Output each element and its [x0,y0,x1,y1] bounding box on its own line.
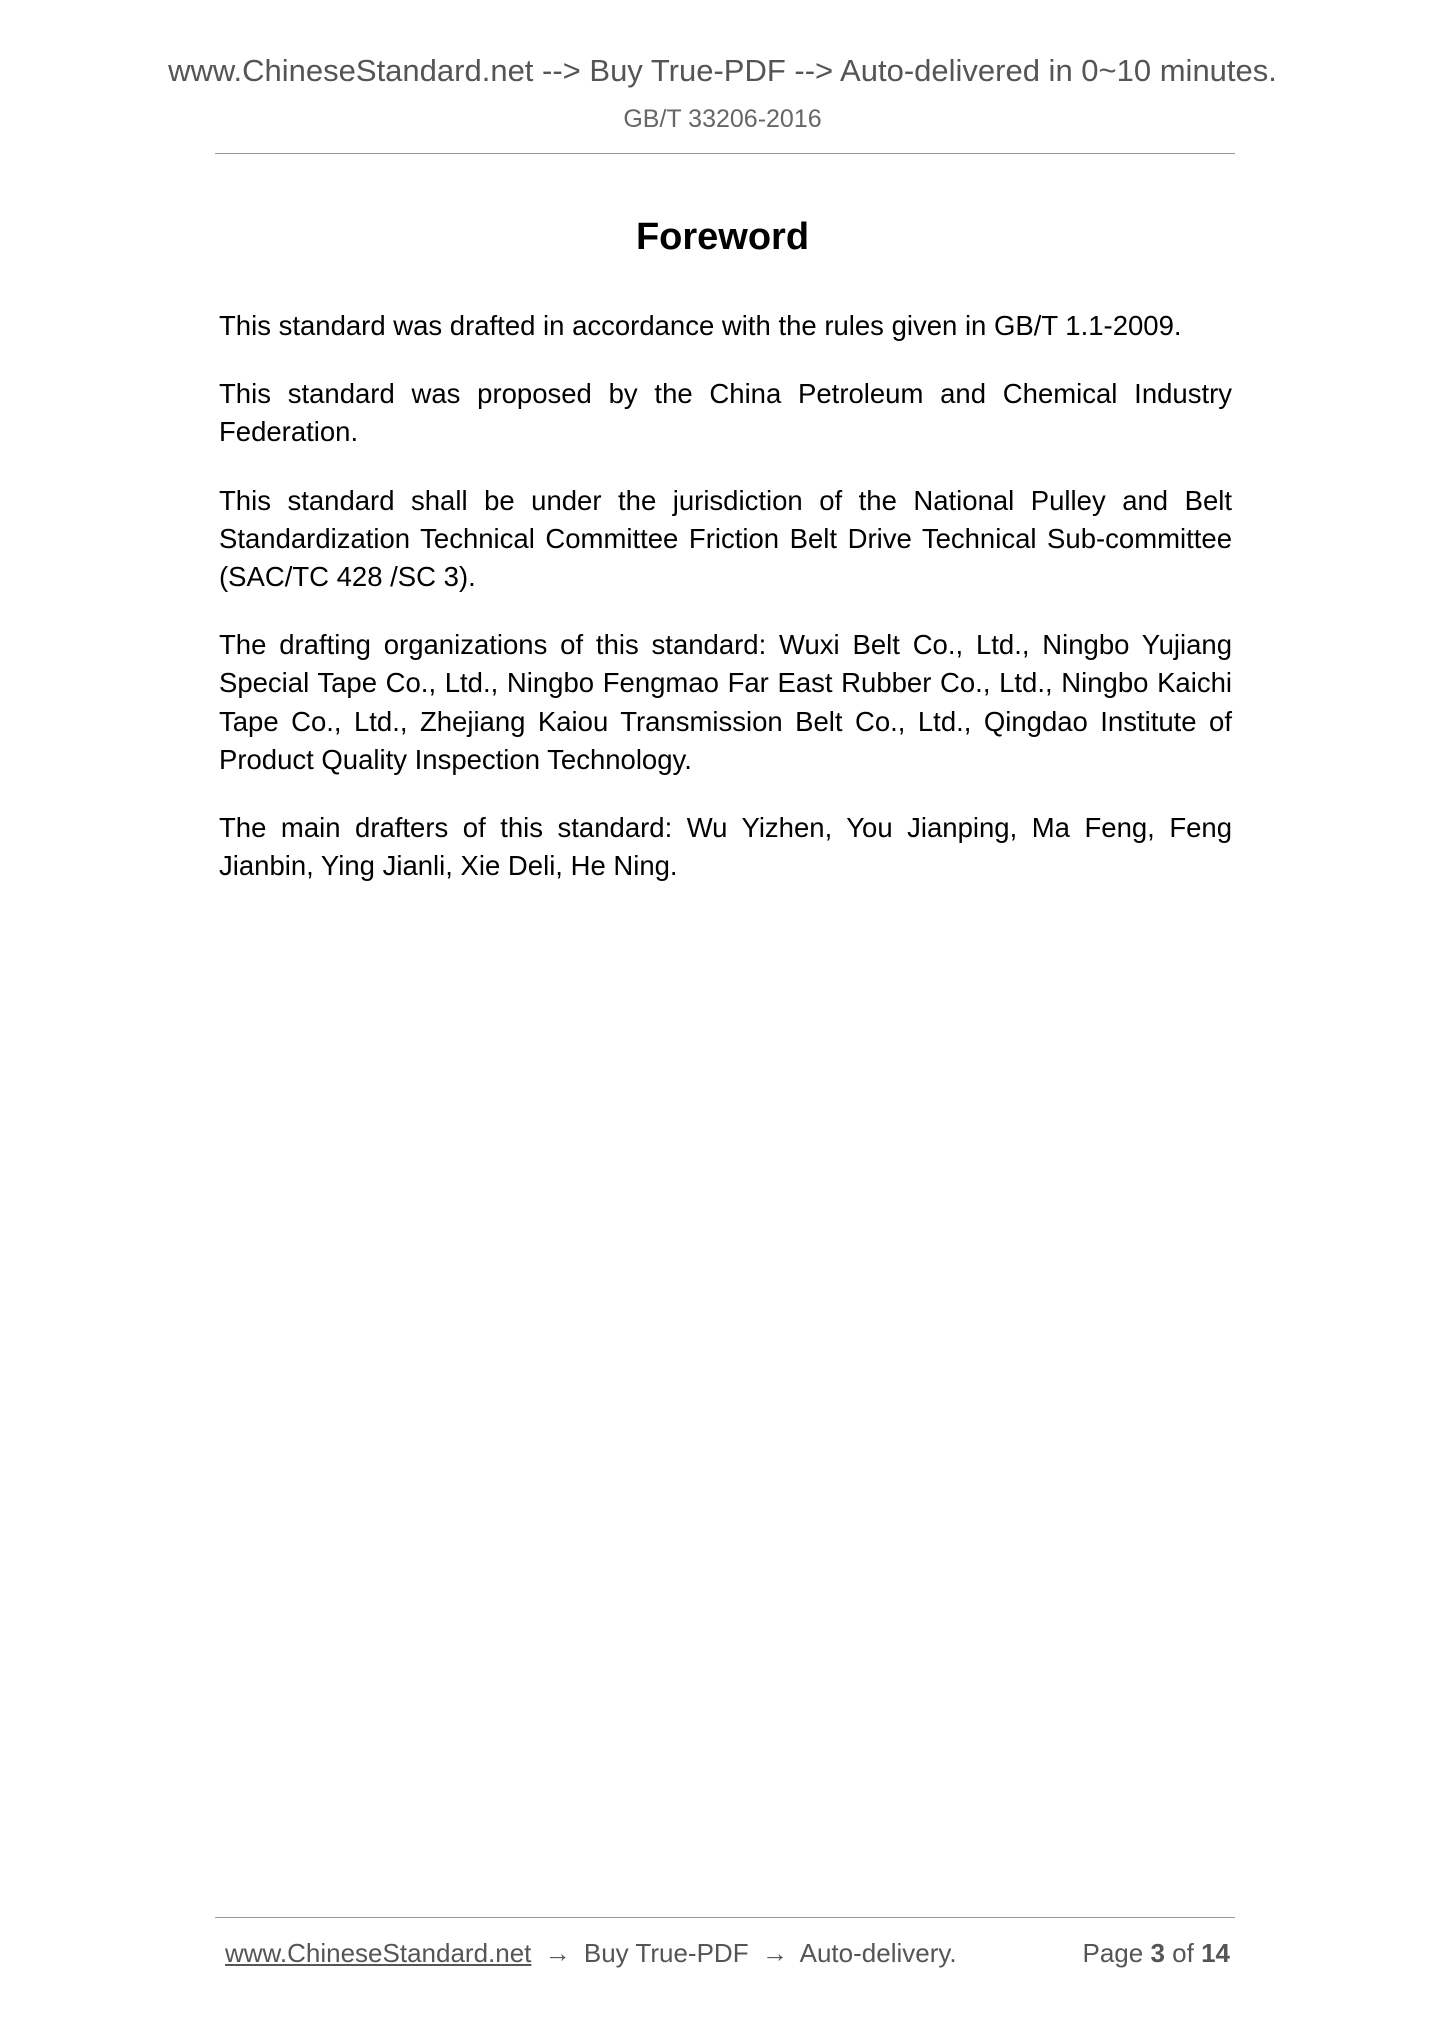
document-code: GB/T 33206-2016 [623,105,822,133]
paragraph-drafting-rules: This standard was drafted in accordance with the rules given in GB/T 1.1-2009. [219,310,1182,341]
page-word: Page [1082,1938,1144,1968]
right-arrow-icon: → [544,1938,571,1968]
page-total: 14 [1201,1938,1230,1968]
footer-delivery-text: Auto-delivery. [799,1938,957,1968]
top-banner[interactable]: www.ChineseStandard.net --> Buy True-PDF --> Auto-delivered in 0~10 minutes. [168,53,1277,88]
footer-links [225,1937,957,1969]
page-title: Foreword [635,216,810,258]
foreword-body [219,307,1232,915]
page-of: of [1172,1938,1194,1968]
page-current: 3 [1150,1938,1165,1968]
paragraph-jurisdiction: This standard shall be under the jurisdiction of the National Pulley and Belt Standardization Technical Committee Friction Belt Drive Technical Sub-committee (SAC/TC 428 /SC 3). [219,484,1232,593]
header-divider [215,153,1235,154]
footer-divider [215,1917,1235,1918]
footer-buy-text: Buy True-PDF [583,1938,749,1968]
paragraph-drafting-organizations: The drafting organizations of this standard: Wuxi Belt Co., Ltd., Ningbo Yujiang Special Tape Co., Ltd., Ningbo Fengmao Far East Rubber Co., Ltd., Ningbo Kaichi Tape Co., Ltd., Zhejiang Kaiou Transmission Belt Co., Ltd., Qingdao Institute of Product Quality Inspection Technology. [219,629,1232,775]
paragraph-proposed-by: This standard was proposed by the China Petroleum and Chemical Industry Federation. [219,378,1232,448]
page-footer [225,1937,1230,1969]
page-number [1082,1937,1230,1969]
right-arrow-icon: → [761,1938,788,1968]
paragraph-main-drafters: The main drafters of this standard: Wu Yizhen, You Jianping, Ma Feng, Feng Jianbin, Ying Jianli, Xie Deli, He Ning. [219,812,1232,882]
footer-site-link[interactable]: www.ChineseStandard.net [225,1938,532,1968]
